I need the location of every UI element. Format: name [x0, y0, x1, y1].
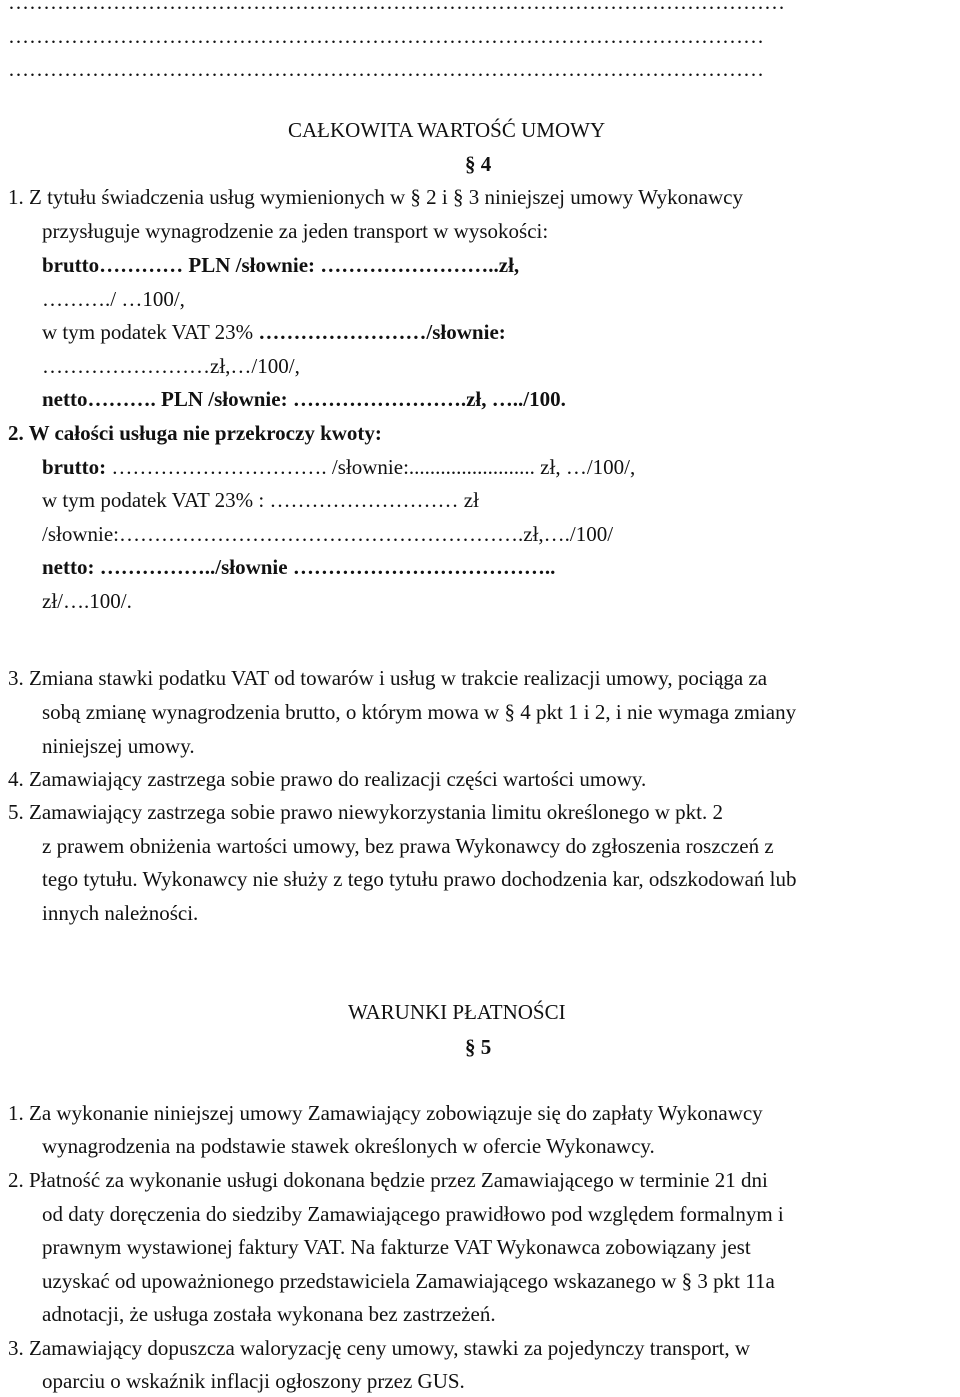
- list-item: 4. Zamawiający zastrzega sobie prawo do realizacji części wartości umowy.: [8, 767, 647, 791]
- item2-netto-fill: ……………../słownie ………………………………..: [94, 555, 556, 579]
- list-item-cont: oparciu o wskaźnik inflacji ogłoszony przez GUS.: [42, 1369, 465, 1393]
- list-item: 1. Z tytułu świadczenia usług wymienionych w § 2 i § 3 niniejszej umowy Wykonawcy: [8, 185, 743, 209]
- list-item-cont: od daty doręczenia do siedziby Zamawiającego prawidłowo pod względem formalnym i: [42, 1202, 784, 1226]
- list-item-cont: z prawem obniżenia wartości umowy, bez prawa Wykonawcy do zgłoszenia roszczeń z: [42, 834, 774, 858]
- brutto-fill: ………… PLN /słownie: ……………………..zł,: [99, 253, 520, 277]
- item2-zl: zł/….100/.: [42, 589, 132, 613]
- list-item: 1. Za wykonanie niniejszej umowy Zamawiający zobowiązuje się do zapłaty Wykonawcy: [8, 1101, 763, 1125]
- list-item-cont: tego tytułu. Wykonawcy nie służy z tego tytułu prawo dochodzenia kar, odszkodowań lub: [42, 867, 797, 891]
- item2-vat: w tym podatek VAT 23% : ……………………… zł: [42, 488, 479, 512]
- list-item: 3. Zamawiający dopuszcza waloryzację ceny umowy, stawki za pojedynczy transport, w: [8, 1336, 751, 1360]
- list-item-cont: adnotacji, że usługa została wykonana bez zastrzeżeń.: [42, 1302, 496, 1326]
- list-item-cont: wynagrodzenia na podstawie stawek określonych w ofercie Wykonawcy.: [42, 1134, 655, 1158]
- section-title: CAŁKOWITA WARTOŚĆ UMOWY: [288, 118, 606, 142]
- vat-label: w tym podatek VAT 23%: [42, 320, 254, 344]
- paragraph-mark: § 4: [465, 152, 492, 176]
- vat-fill: ……………………/słownie:: [253, 320, 506, 344]
- netto-fill: ………. PLN /słownie: …………………….zł, …../100.: [87, 387, 566, 411]
- list-item-cont: niniejszej umowy.: [42, 734, 195, 758]
- list-item-cont: przysługuje wynagrodzenie za jeden transport w wysokości:: [42, 219, 549, 243]
- section-title: WARUNKI PŁATNOŚCI: [348, 1000, 566, 1024]
- dotted-line: ………………………………………………………………………………………………: [8, 57, 764, 81]
- brutto-label: brutto: [42, 253, 100, 277]
- dotted-line: ………………………………………………………………………………………………: [8, 24, 764, 48]
- item2-netto: [42, 553, 555, 581]
- netto-line: [42, 385, 566, 413]
- brutto-cont: ………./ …100/,: [42, 287, 185, 311]
- netto-label: netto: [42, 387, 88, 411]
- paragraph-mark: § 5: [465, 1035, 492, 1059]
- list-item: 2. Płatność za wykonanie usługi dokonana będzie przez Zamawiającego w terminie 21 dni: [8, 1168, 768, 1192]
- item2-brutto-fill: …………………………. /słownie:........................ zł, …/100/,: [106, 455, 636, 479]
- dotted-line: …………………………………………………………………………………………………: [8, 0, 785, 14]
- list-item: 2. W całości usługa nie przekroczy kwoty:: [8, 421, 382, 445]
- list-item: 3. Zmiana stawki podatku VAT od towarów i usług w trakcie realizacji umowy, pociąga za: [8, 666, 768, 690]
- item2-slownie: /słownie:………………………………………………….zł,…./100/: [42, 522, 614, 546]
- vat-line: [42, 318, 506, 346]
- brutto-line: [42, 251, 519, 279]
- list-item-cont: prawnym wystawionej faktury VAT. Na fakturze VAT Wykonawca zobowiązany jest: [42, 1235, 751, 1259]
- list-item-cont: sobą zmianę wynagrodzenia brutto, o którym mowa w § 4 pkt 1 i 2, i nie wymaga zmiany: [42, 700, 797, 724]
- list-item: 5. Zamawiający zastrzega sobie prawo niewykorzystania limitu określonego w pkt. 2: [8, 800, 723, 824]
- vat-cont: ……………………zł,…/100/,: [42, 354, 300, 378]
- list-item-cont: uzyskać od upoważnionego przedstawiciela Zamawiającego wskazanego w § 3 pkt 11a: [42, 1269, 775, 1293]
- list-item-cont: innych należności.: [42, 901, 199, 925]
- item2-netto-label: netto:: [42, 555, 95, 579]
- item2-brutto-label: brutto:: [42, 455, 107, 479]
- item2-brutto: [42, 453, 635, 481]
